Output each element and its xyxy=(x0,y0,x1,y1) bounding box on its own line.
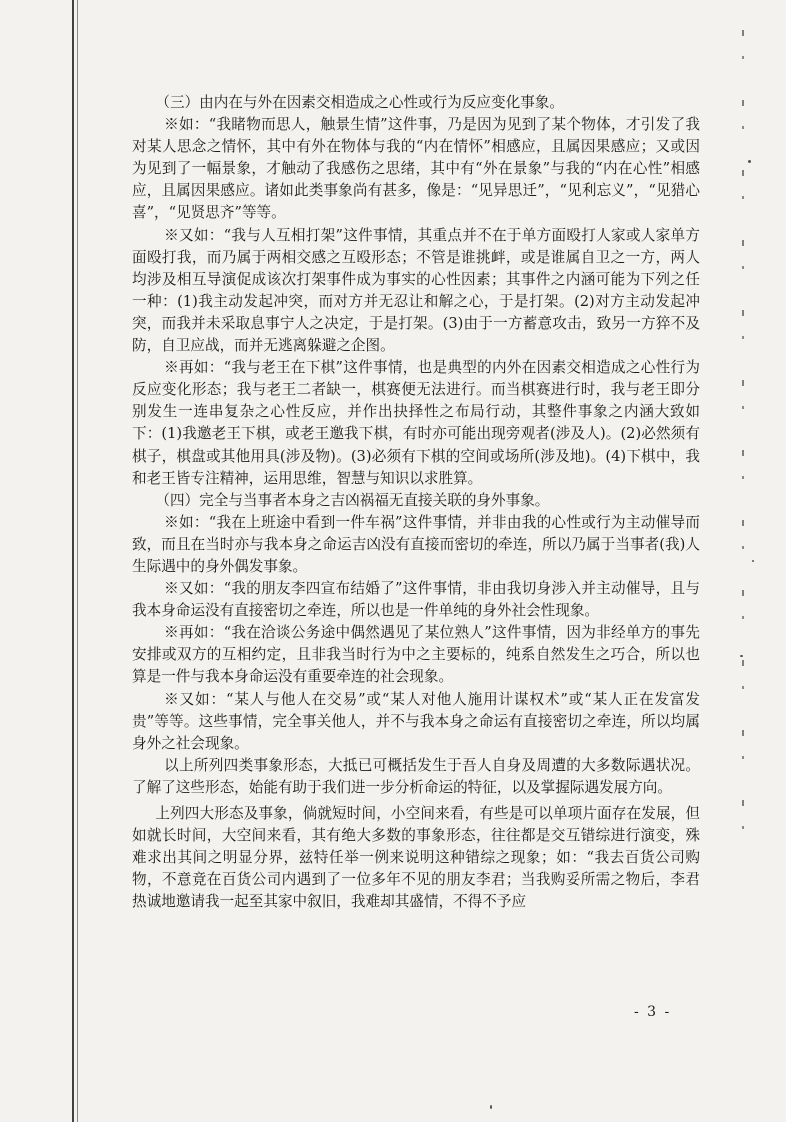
paragraph: ※又如：“我与人互相打架”这件事情，其重点并不在于单方面殴打人家或人家单方面殴打我，而乃属于两相交感之互殴形态；不管是谁挑衅，或是谁属自卫之一方，两人均涉及相互导演促成该次打架事件成为事实的心性因素；其事件之内涵可能为下列之任一种：(1)我主动发起冲突，而对方并无忍让和解之心，于是打架。(2)对方主动发起冲突，而我并未采取息事宁人之决定，于是打架。(3)由于一方蓄意攻击，致另一方猝不及防，自卫应战，而并无逃离躲避之企图。 xyxy=(132,226,700,355)
section-heading-3: （三）由内在与外在因素交相造成之心性或行为反应变化事象。 xyxy=(155,94,564,111)
scan-speck xyxy=(740,655,743,657)
paragraph: ※如：“我睹物而思人，触景生情”这件事，乃是因为见到了某个物体，才引发了我对某人思念之情怀，其中有外在物体与我的“内在情怀”相感应，且属因果感应；又或因为见到了一幅景象，才触动了我感伤之思绪，其中有“外在景象”与我的“内在心性”相感应，且属因果感应。诸如此类事象尚有甚多，像是：“见异思迁”，“见利忘义”，“见猎心喜”，“见贤思齐”等等。 xyxy=(132,116,700,222)
paragraph: ※如：“我在上班途中看到一件车祸”这件事情，并非由我的心性或行为主动催导而致，而且在当时亦与我本身之命运吉凶没有直接而密切的牵连，所以乃属于当事者(我)人生际遇中的身外偶发事象。 xyxy=(132,513,700,575)
scan-speck xyxy=(490,1105,492,1109)
section-heading-4: （四）完全与当事者本身之吉凶祸福无直接关联的身外事象。 xyxy=(155,491,550,509)
scan-speck xyxy=(752,560,754,562)
page-binding-edge xyxy=(72,0,74,1122)
scan-right-margin-marks xyxy=(742,30,744,850)
page-binding-edge-inner xyxy=(77,0,78,1122)
summary-paragraph: 以上所列四类事象形态，大抵已可概括发生于吾人自身及周遭的大多数际遇状况。了解了这些形态，始能有助于我们进一步分析命运的特征，以及掌握际遇发展方向。 xyxy=(132,756,700,796)
scan-speck xyxy=(748,160,751,163)
page-number: - 3 - xyxy=(634,1004,672,1020)
paragraph: ※再如：“我在洽谈公务途中偶然遇见了某位熟人”这件事情，因为非经单方的事先安排或双方的互相约定，且非我当时行为中之主要标的，纯系自然发生之巧合，所以也算是一件与我本身命运没有重要牵连的社会现象。 xyxy=(132,624,700,686)
paragraph: ※又如：“我的朋友李四宣布结婚了”这件事情，非由我切身涉入并主动催导，且与我本身命运没有直接密切之牵连，所以也是一件单纯的身外社会性现象。 xyxy=(132,580,700,620)
document-body xyxy=(132,92,700,913)
paragraph: 上列四大形态及事象，倘就短时间，小空间来看，有些是可以单项片面存在发展，但如就长时间，大空间来看，其有绝大多数的事象形态，往往都是交互错综进行演变，殊难求出其间之明显分界，兹特任举一例来说明这种错综之现象；如：“我去百货公司购物，不意竟在百货公司内遇到了一位多年不见的朋友李君；当我购妥所需之物后，李君热诚地邀请我一起至其家中叙旧，我难却其盛情，不得不予应 xyxy=(132,805,700,911)
paragraph: ※又如：“某人与他人在交易”或“某人对他人施用计谋权术”或“某人正在发富发贵”等等。这些事情，完全事关他人，并不与我本身之命运有直接密切之牵连，所以均属身外之社会现象。 xyxy=(132,690,700,752)
paragraph: ※再如：“我与老王在下棋”这件事情，也是典型的内外在因素交相造成之心性行为反应变化形态；我与老王二者缺一，棋赛便无法进行。而当棋赛进行时，我与老王即分别发生一连串复杂之心性反应，并作出抉择性之布局行动，其整件事象之内涵大致如下：(1)我邀老王下棋，或老王邀我下棋，有时亦可能出现旁观者(涉及人)。(2)必然须有棋子，棋盘或其他用具(涉及物)。(3)必须有下棋的空间或场所(涉及地)。(4)下棋中，我和老王皆专注精神，运用思维，智慧与知识以求胜算。 xyxy=(132,359,700,487)
